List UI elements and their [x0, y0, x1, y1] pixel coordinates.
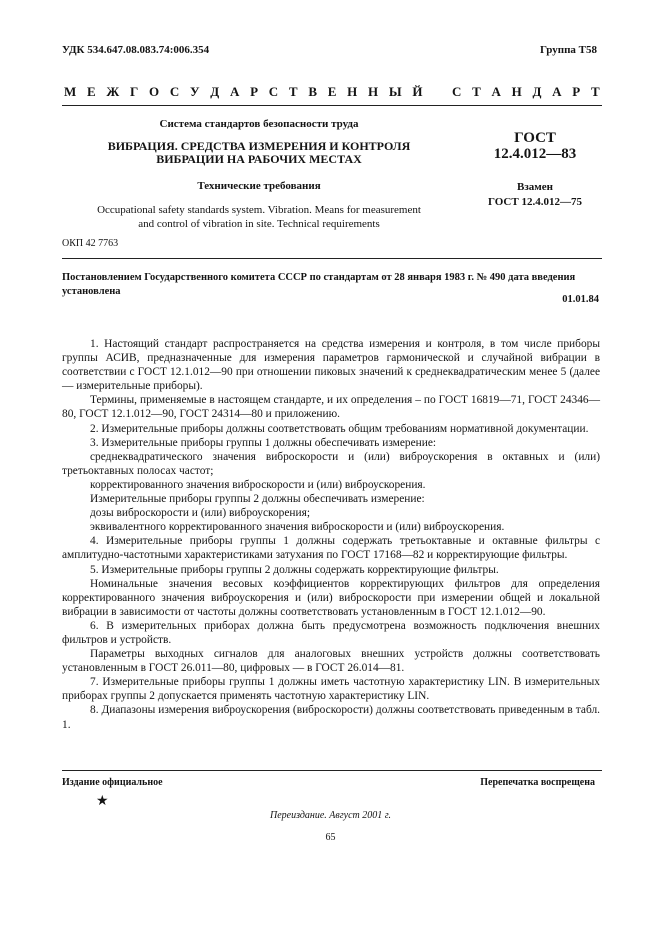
heading-letter: С [451, 84, 462, 99]
reprint-prohibited-label: Перепечатка воспрещена [480, 777, 595, 788]
heading-letter: Т [472, 84, 481, 99]
body-paragraph: 4. Измерительные приборы группы 1 должны содержать третьоктавные и октавные фильтры с амплитудно-частотными характеристиками затухания по ГОСТ 17168—82 и корректирующие фильтры. [62, 535, 600, 562]
okp-code: ОКП 42 7763 [62, 238, 119, 249]
heading-letter: Р [250, 84, 259, 99]
heading-letter: Д [532, 84, 542, 99]
title-divider [62, 258, 602, 259]
body-paragraph: Термины, применяемые в настоящем стандарте, и их определения – по ГОСТ 16819—71, ГОСТ 24346—80, ГОСТ 12.1.012—90, ГОСТ 24314—80 и приложению. [62, 394, 600, 421]
document-subtitle: Технические требования [197, 180, 321, 192]
document-body [62, 337, 600, 732]
replaces-block [470, 180, 600, 210]
heading-letter: М [64, 84, 77, 99]
document-title [62, 140, 456, 166]
heading-letter: А [491, 84, 501, 99]
body-paragraph: Номинальные значения весовых коэффициентов корректирующих фильтров для определения корректированного значения виброускорения и (или) виброскорости при измерении общей и локальной вибрации в зависимости от частоты должны соответствовать установленным в ГОСТ 12.1.012—90. [62, 577, 600, 618]
body-paragraph: 5. Измерительные приборы группы 2 должны содержать корректирующие фильтры. [90, 563, 499, 576]
heading-letter: Р [572, 84, 581, 99]
heading-letter: Е [87, 84, 96, 99]
replaces-label: Взамен [517, 181, 553, 193]
heading-letter: О [149, 84, 160, 99]
body-paragraph: корректированного значения виброскорости и (или) виброускорения. [90, 478, 426, 491]
body-paragraph: 2. Измерительные приборы должны соответствовать общим требованиям нормативной документации. [90, 422, 589, 435]
standard-type-heading [64, 84, 600, 106]
heading-letter: Ж [106, 84, 120, 99]
body-paragraph: 6. В измерительных приборах должна быть предусмотрена возможность подключения внешних фильтров и устройств. [62, 619, 600, 646]
title-line-1: ВИБРАЦИЯ. СРЕДСТВА ИЗМЕРЕНИЯ И КОНТРОЛЯ [107, 139, 411, 153]
reissue-note: Переиздание. Август 2001 г. [269, 810, 392, 821]
heading-letter: Н [511, 84, 522, 99]
heading-letter: Г [130, 84, 139, 99]
heading-letter: У [190, 84, 200, 99]
heading-letter: Т [590, 84, 600, 99]
heading-letter [433, 84, 441, 100]
english-title-line-2: and control of vibration in site. Technical requirements [138, 218, 380, 230]
body-paragraph: 1. Настоящий стандарт распространяется на средства измерения и контроля, в том числе приборы группы АСИВ, предназначенные для измерения параметров гармонической и случайной вибрации в соответствии с ГОСТ 12.1.012—90 при отношении пиковых значений к среднеквадратическим менее 5 (далее — измерительные приборы). [62, 338, 600, 393]
replaces-number: ГОСТ 12.4.012—75 [488, 196, 582, 208]
gost-designation [470, 130, 600, 162]
heading-letter: С [169, 84, 180, 99]
footer-divider [62, 770, 602, 771]
udk-code: УДК 534.647.08.083.74:006.354 [62, 44, 210, 56]
group-code: Группа Т58 [539, 44, 597, 56]
title-line-2: ВИБРАЦИИ НА РАБОЧИХ МЕСТАХ [156, 152, 362, 166]
heading-letter: Т [288, 84, 298, 99]
gost-label: ГОСТ [514, 130, 556, 146]
decree-statement: Постановлением Государственного комитета СССР по стандартам от 28 января 1983 г. № 490 дата введения установлена [62, 272, 576, 297]
heading-letter: Ы [388, 84, 402, 99]
body-paragraph: Измерительные приборы группы 2 должны обеспечивать измерение: [90, 493, 425, 506]
body-paragraph: среднеквадратического значения виброскорости и (или) виброускорения в октавных и (или) третьоктавных полосах частот; [62, 450, 600, 477]
heading-letter: Н [368, 84, 379, 99]
body-paragraph: 7. Измерительные приборы группы 1 должны иметь частотную характеристику LIN. В измерительных приборах группы 2 допускается применять частотную характеристику LIN. [62, 676, 600, 703]
heading-letter: С [268, 84, 279, 99]
star-icon: ★ [96, 794, 109, 809]
heading-letter: Н [347, 84, 358, 99]
english-title-line-1: Occupational safety standards system. Vibration. Means for measurement [97, 204, 421, 216]
gost-number: 12.4.012—83 [493, 146, 577, 162]
body-paragraph: Параметры выходных сигналов для аналоговых внешних устройств должны соответствовать установленным в ГОСТ 26.011—80, цифровых — в ГОСТ 26.014—81. [62, 648, 600, 675]
introduction-date: 01.01.84 [562, 294, 599, 305]
heading-letter: Д [210, 84, 220, 99]
official-edition-label: Издание официальное [62, 777, 163, 788]
heading-letter: А [552, 84, 562, 99]
heading-letter: А [229, 84, 240, 99]
body-paragraph: дозы виброскорости и (или) виброускорения; [90, 507, 311, 520]
standards-system-title: Система стандартов безопасности труда [159, 118, 359, 130]
english-title [62, 203, 456, 231]
page-number: 65 [325, 832, 336, 843]
header-divider [62, 105, 602, 106]
heading-letter: Й [412, 84, 423, 99]
body-paragraph: 8. Диапазоны измерения виброускорения (виброскорости) должны соответствовать приведенным в табл. 1. [62, 704, 600, 731]
heading-letter: Е [327, 84, 337, 99]
body-paragraph: 3. Измерительные приборы группы 1 должны обеспечивать измерение: [90, 436, 437, 449]
heading-letter: В [308, 84, 317, 99]
body-paragraph: эквивалентного корректированного значения виброскорости и (или) виброускорения. [90, 521, 505, 534]
